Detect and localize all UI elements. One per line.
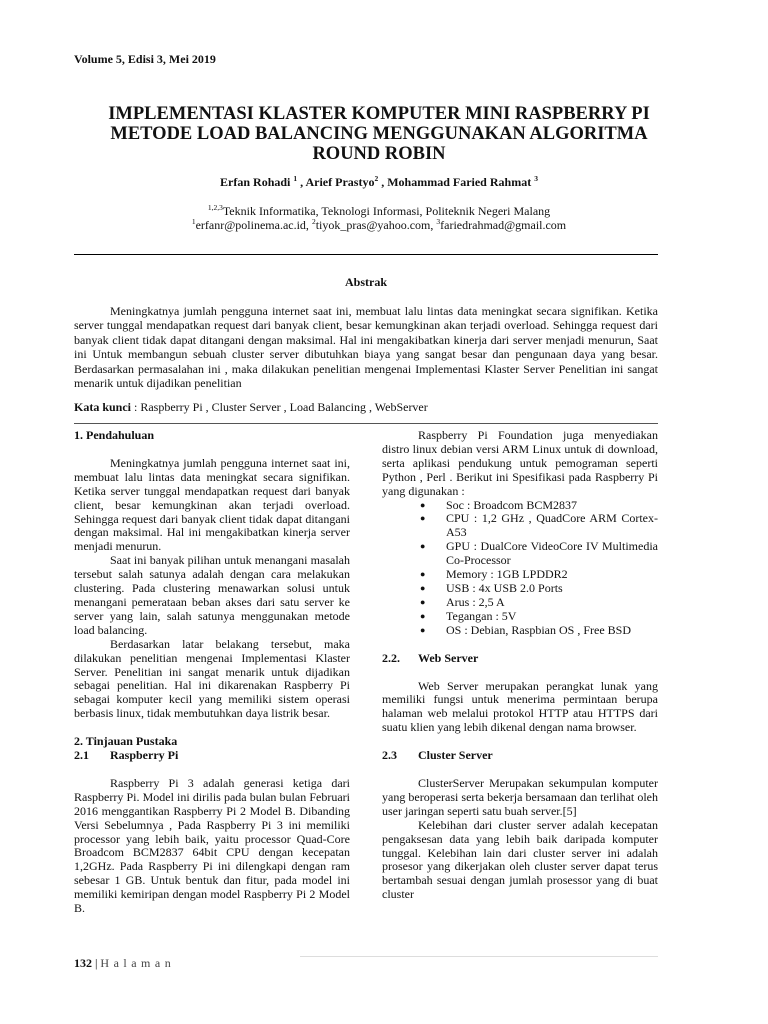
- list-item-text: GPU : DualCore VideoCore IV Multimedia Co-Processor: [446, 539, 658, 568]
- affiliation: [74, 204, 684, 232]
- bullet-icon: ●: [420, 541, 426, 552]
- list-item-text: Tegangan : 5V: [446, 608, 517, 623]
- keywords-text: : Raspberry Pi , Cluster Server , Load Balancing , WebServer: [131, 400, 428, 414]
- email-line: [74, 218, 684, 232]
- bullet-icon: ●: [420, 513, 426, 524]
- bullet-icon: ●: [420, 582, 426, 593]
- spec-list: [382, 499, 658, 638]
- paragraph: Berdasarkan latar belakang tersebut, maka dilakukan penelitian mengenai Implementasi Klaster Server. Penelitian ini sangat menarik untuk dijadikan sebagai penelitian. Hal ini dikarenakan Raspberry Pi sebagai komputer kecil yang memiliki sistem operasi berbasis linux, tidak membutuhkan daya listrik besar.: [74, 636, 350, 721]
- subsection-heading: [382, 749, 658, 763]
- bullet-icon: ●: [420, 624, 426, 635]
- author-sup: 1: [293, 174, 298, 183]
- list-item-text: USB : 4x USB 2.0 Ports: [446, 580, 563, 595]
- author-name: , Arief Prastyo: [300, 175, 375, 189]
- subsection-heading: [382, 652, 658, 666]
- list-item-text: Arus : 2,5 A: [446, 594, 505, 609]
- journal-header: Volume 5, Edisi 3, Mei 2019: [74, 52, 216, 66]
- right-column: [382, 429, 658, 902]
- subsection-title: Raspberry Pi: [110, 748, 179, 763]
- page-number: 132: [74, 956, 92, 970]
- abstract-heading: Abstrak: [344, 275, 387, 289]
- keywords: [74, 400, 658, 415]
- list-item: [382, 624, 658, 638]
- section-heading: 1. Pendahuluan: [74, 428, 155, 442]
- keywords-label: Kata kunci: [74, 400, 132, 414]
- subsection-title: Web Server: [418, 650, 479, 665]
- author-name: Erfan Rohadi: [220, 175, 291, 189]
- email-sup: 1: [191, 217, 196, 226]
- bullet-icon: ●: [420, 596, 426, 607]
- list-item: [382, 499, 658, 513]
- left-column: [74, 429, 350, 916]
- list-item: [382, 610, 658, 624]
- email-2: tiyok_pras@yahoo.com,: [315, 218, 437, 232]
- footer-separator: |: [92, 956, 101, 970]
- email-sup: 3: [436, 217, 441, 226]
- paragraph: Raspberry Pi Foundation juga menyediakan distro linux debian versi ARM Linux untuk di download, serta aplikasi pendukung untuk pemograman seperti Python , Perl . Berikut ini Spesifikasi pada Raspberry Pi yang digunakan :: [382, 428, 658, 498]
- paragraph: ClusterServer Merupakan sekumpulan komputer yang beroperasi serta bekerja bersamaan dan terlihat oleh user jaringan seperti satu buah server.[5]: [382, 776, 658, 818]
- paragraph: Saat ini banyak pilihan untuk menangani masalah tersebut salah satunya adalah dengan cara melakukan clustering. Pada clustering menawarkan solusi untuk menangani pemerataan beban akses dari satu server ke server yang lain, salah satunya menggunakan metode load balancing.: [74, 553, 350, 637]
- subsection-number: 2.1: [74, 748, 89, 763]
- author-sup: 3: [534, 174, 538, 183]
- list-item: [382, 596, 658, 610]
- title-line: ROUND ROBIN: [312, 144, 446, 164]
- section-heading: 2. Tinjauan Pustaka: [74, 734, 178, 749]
- email-3: fariedrahmad@gmail.com: [440, 218, 567, 232]
- affiliation-sup: 1,2,3: [207, 203, 223, 212]
- bullet-icon: ●: [420, 499, 426, 510]
- list-item: [382, 512, 658, 540]
- author-name: , Mohammad Faried Rahmat: [381, 175, 532, 189]
- subsection-title: Cluster Server: [418, 748, 493, 763]
- subsection-heading: [74, 749, 350, 763]
- affiliation-line: [74, 204, 684, 218]
- author-sup: 2: [374, 174, 379, 183]
- list-item: [382, 582, 658, 596]
- divider: [74, 423, 658, 424]
- list-item-text: OS : Debian, Raspbian OS , Free BSD: [446, 622, 631, 637]
- email-sup: 2: [311, 217, 316, 226]
- list-item-text: Memory : 1GB LPDDR2: [446, 567, 568, 582]
- list-item-text: CPU : 1,2 GHz , QuadCore ARM Cortex-A53: [446, 511, 658, 540]
- abstract-body: Meningkatnya jumlah pengguna internet saat ini, membuat lalu lintas data meningkat secara signifikan. Ketika server tunggal mendapatkan request dari banyak client, besar kemungkinan akan terjadi overload. Sehingga request dari banyak client tidak dapat ditangani dengan maksimal. Hal ini mengakibatkan kinerja dari server menjadi menurun, Saat ini Untuk membangun sebuah cluster server dibutuhkan biaya yang sangat besar dan pengunaan daya yang besar. Berdasarkan permasalahan ini , maka dilakukan penelitian mengenai Implementasi Klaster Server Penelitian ini sangat menarik untuk dijadikan penelitian: [74, 304, 658, 391]
- affiliation-text: Teknik Informatika, Teknologi Informasi, Politeknik Negeri Malang: [222, 204, 551, 218]
- bullet-icon: ●: [420, 610, 426, 621]
- divider: [74, 254, 658, 255]
- title-line: IMPLEMENTASI KLASTER KOMPUTER MINI RASPBERRY PI: [108, 104, 650, 124]
- paragraph: Kelebihan dari cluster server adalah kecepatan pengaksesan data yang lebih baik daripada komputer tunggal. Kelebihan lain dari cluster server ini adalah prosesor yang dikerjakan oleh cluster server dapat terus bertambah sesuai dengan jumlah prosessor yang di buat cluster: [382, 817, 658, 902]
- paper-title: [74, 104, 684, 164]
- title-line: METODE LOAD BALANCING MENGGUNAKAN ALGORITMA: [110, 124, 648, 144]
- paragraph: Meningkatnya jumlah pengguna internet saat ini, membuat lalu lintas data meningkat secara signifikan. Ketika server tunggal mendapatkan request dari banyak client, besar kemungkinan akan terjadi overload. Sehingga request dari banyak client tidak dapat ditangani dengan maksimal. Hal ini mengakibatkan kinerja server menjadi menurun.: [74, 455, 350, 554]
- author-list: [74, 175, 684, 190]
- page-footer: [74, 956, 175, 971]
- list-item: [382, 568, 658, 582]
- subsection-number: 2.2.: [382, 650, 400, 665]
- bullet-icon: ●: [420, 569, 426, 580]
- email-1: erfanr@polinema.ac.id,: [195, 218, 312, 232]
- subsection-number: 2.3: [382, 748, 397, 763]
- list-item-text: Soc : Broadcom BCM2837: [446, 497, 577, 512]
- list-item: [382, 540, 658, 568]
- paragraph: Raspberry Pi 3 adalah generasi ketiga dari Raspberry Pi. Model ini dirilis pada bulan bulan Februari 2016 menggantikan Raspberry Pi 2 Model B. Dibanding Versi Sebelumnya , Pada Raspberry Pi 3 ini memiliki processor yang lebih baik, yaitu processor Quad-Core Broadcom BCM2837 64bit CPU dengan kecepatan 1,2GHz. Pada Raspberry Pi ini dilengkapi dengan ram sebesar 1 GB. Untuk bentuk dan fitur, pada model ini memiliki kemiripan dengan model Raspberry Pi 2 Model B.: [74, 775, 350, 916]
- footer-divider: [300, 956, 658, 957]
- footer-label: Halaman: [100, 956, 176, 970]
- paragraph: Web Server merupakan perangkat lunak yang memiliki fungsi untuk menerima permintaan berupa halaman web melalui protokol HTTP atau HTTPS dari suatu klien yang lebih dikenal dengan nama browser.: [382, 678, 658, 735]
